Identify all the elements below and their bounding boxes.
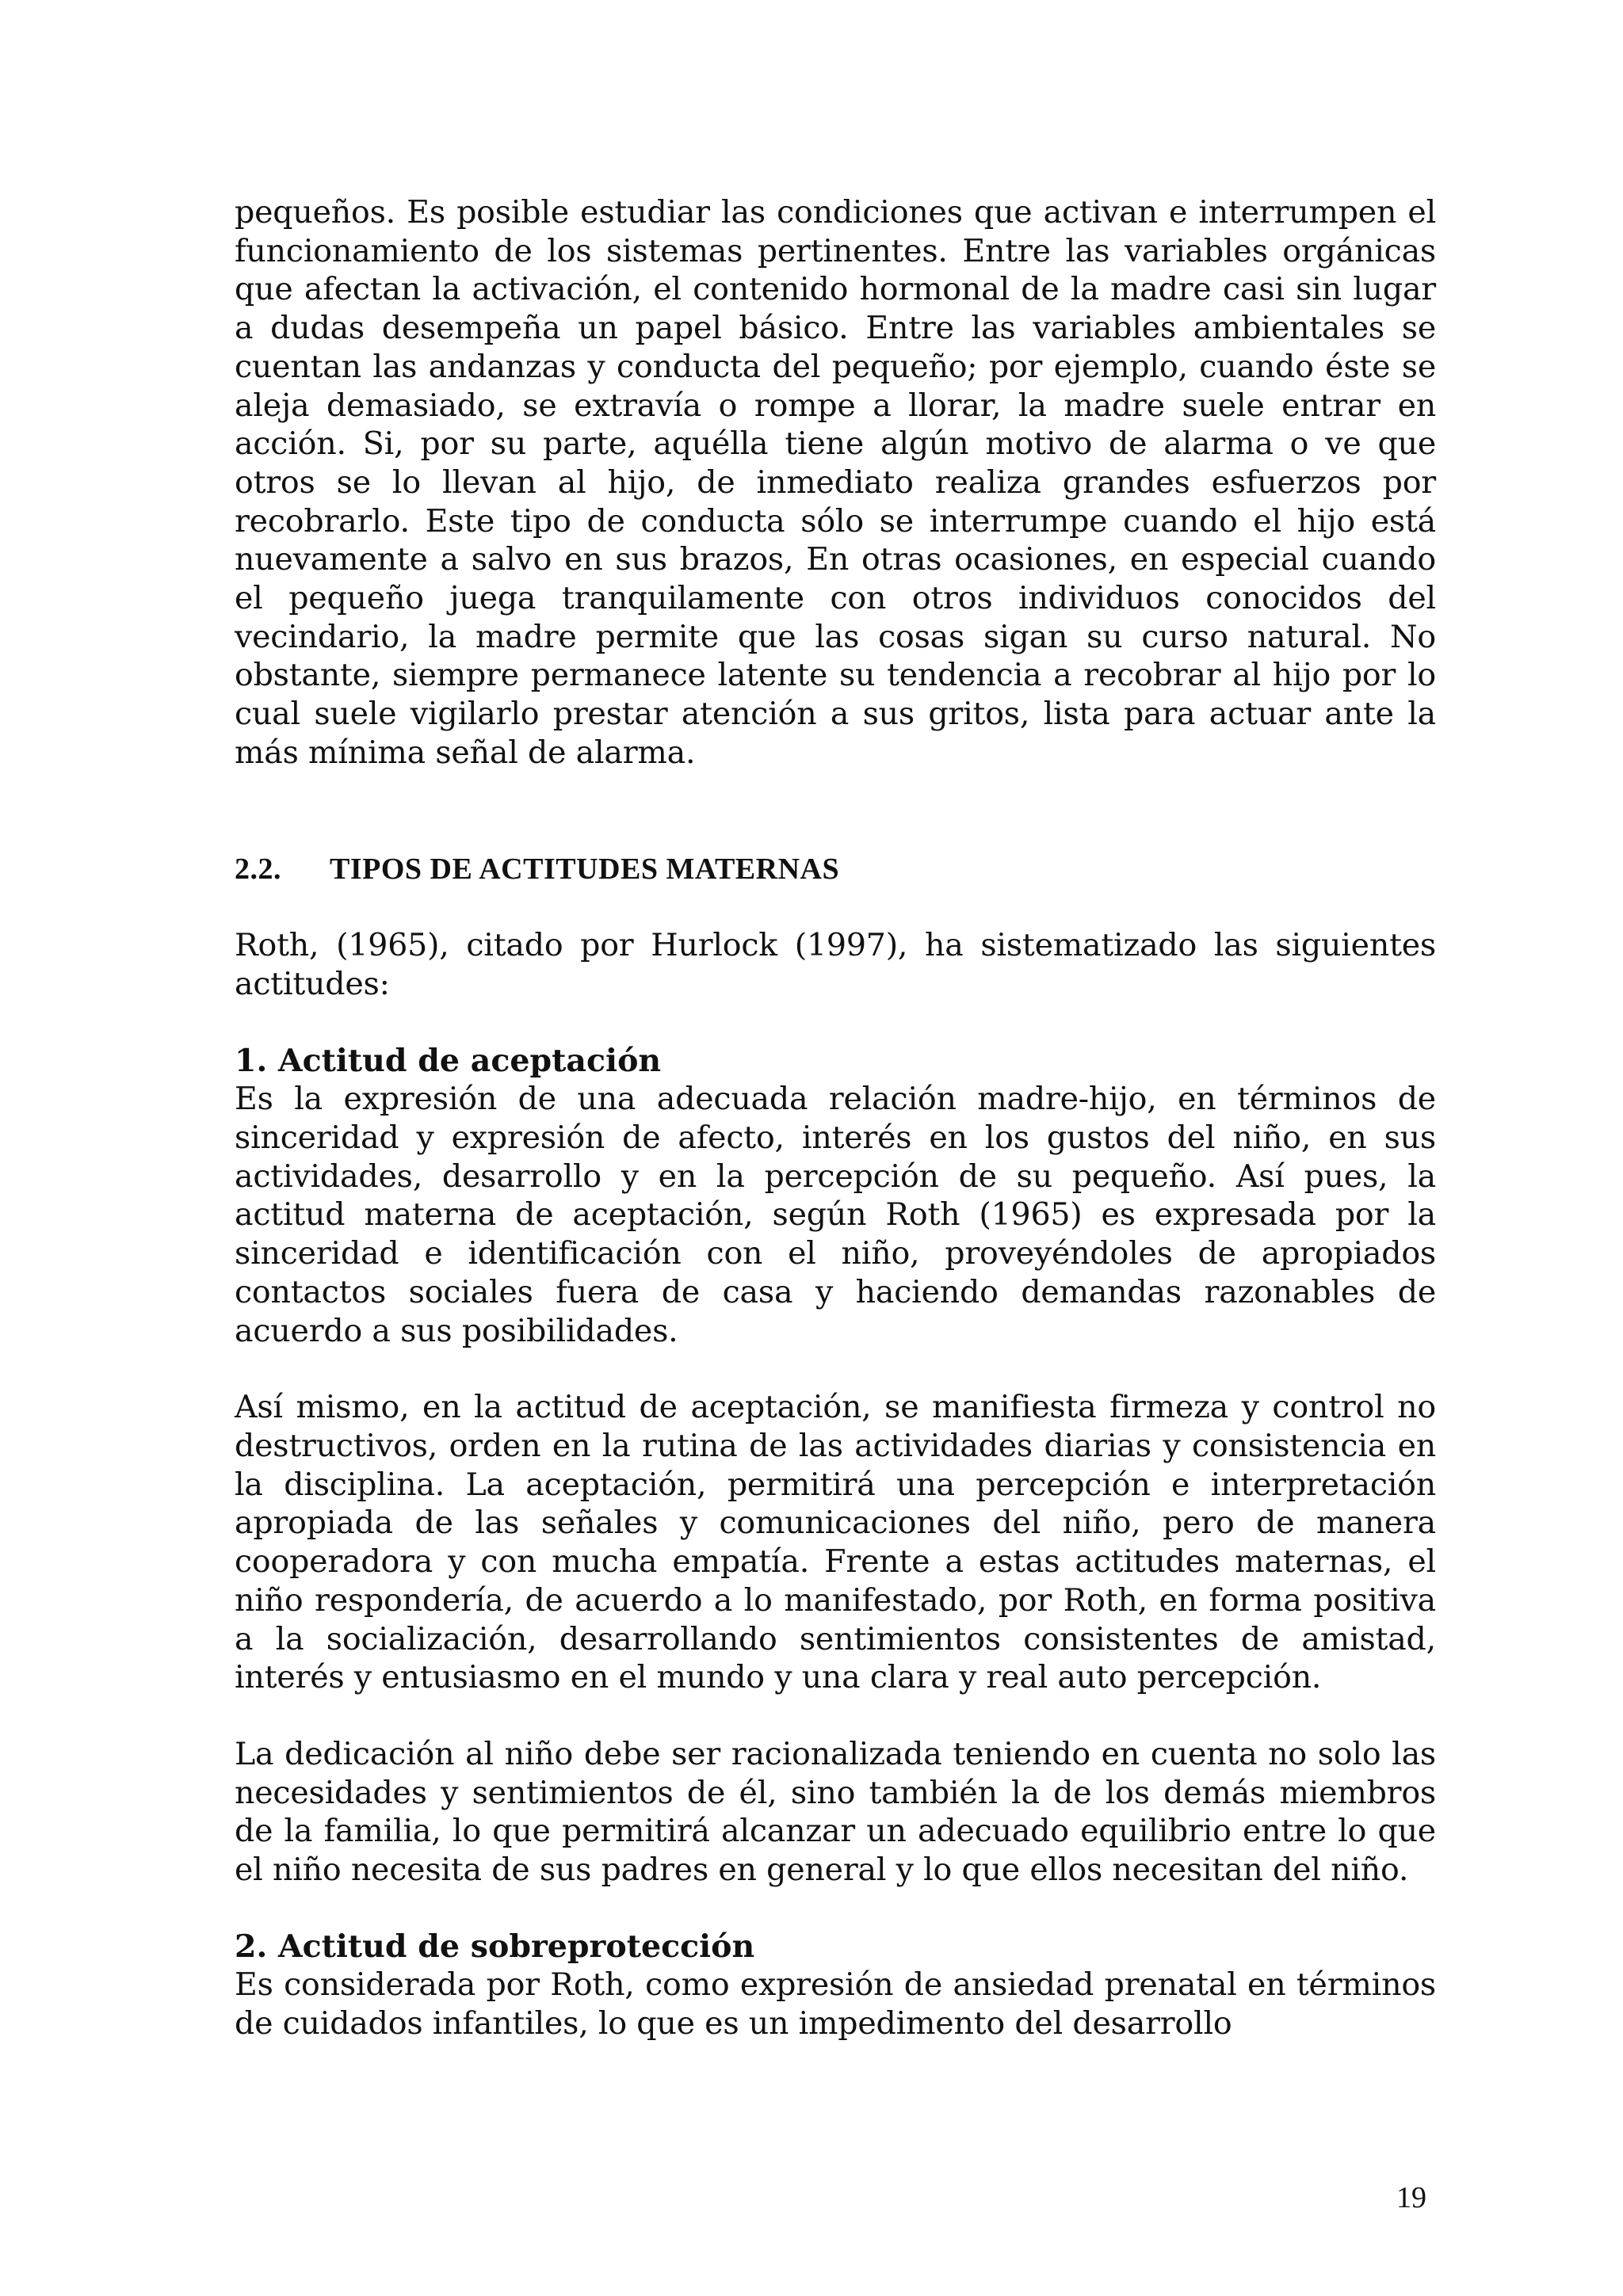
intro-paragraph: pequeños. Es posible estudiar las condiciones que activan e interrumpen el funcionamiento de los sistemas pertinentes. Entre las variables orgánicas que afectan la activación, el contenido hormonal de la madre casi sin lugar a dudas desempeña un papel básico. Entre las variables ambientales se cuentan las andanzas y conducta del pequeño; por ejemplo, cuando éste se aleja demasiado, se extravía o rompe a llorar, la madre suele entrar en acción. Si, por su parte, aquélla tiene algún motivo de alarma o ve que otros se lo llevan al hijo, de inmediato realiza grandes esfuerzos por recobrarlo. Este tipo de conducta sólo se interrumpe cuando el hijo está nuevamente a salvo en sus brazos, En otras ocasiones, en especial cuando el pequeño juega tranquilamente con otros individuos conocidos del vecindario, la madre permite que las cosas sigan su curso natural. No obstante, siempre permanece latente su tendencia a recobrar al hijo por lo cual suele vigilarlo prestar atención a sus gritos, lista para actuar ante la más mínima señal de alarma.	[235, 194, 1436, 771]
spacer	[235, 1697, 1436, 1735]
spacer	[235, 1350, 1436, 1388]
roth-intro-paragraph: Roth, (1965), citado por Hurlock (1997), ha sistematizado las siguientes actitudes:	[235, 927, 1436, 1002]
page-number: 19	[1396, 2181, 1426, 2214]
aceptacion-paragraph-3: La dedicación al niño debe ser racionalizada teniendo en cuenta no solo las necesidades y sentimientos de él, sino también la de los demás miembros de la familia, lo que permitirá alcanzar un adecuado equilibrio entre lo que el niño necesita de sus padres en general y lo que ellos necesitan del niño.	[235, 1735, 1436, 1889]
section-heading	[235, 850, 1436, 889]
spacer	[235, 1004, 1436, 1042]
heading-sobreproteccion: 2. Actitud de sobreprotección	[235, 1928, 755, 1965]
section-number: 2.2.	[235, 852, 281, 886]
sobreproteccion-paragraph-1: Es considerada por Roth, como expresión de ansiedad prenatal en términos de cuidados infantiles, lo que es un impedimento del desarrollo	[235, 1966, 1436, 2042]
heading-aceptacion: 1. Actitud de aceptación	[235, 1042, 662, 1079]
aceptacion-paragraph-2: Así mismo, en la actitud de aceptación, se manifiesta firmeza y control no destructivos, orden en la rutina de las actividades diarias y consistencia en la disciplina. La aceptación, permitirá una percepción e interpretación apropiada de las señales y comunicaciones del niño, pero de manera cooperadora y con mucha empatía. Frente a estas actitudes maternas, el niño respondería, de acuerdo a lo manifestado, por Roth, en forma positiva a la socialización, desarrollando sentimientos consistentes de amistad, interés y entusiasmo en el mundo y una clara y real auto percepción.	[235, 1389, 1436, 1696]
spacer	[235, 888, 1436, 926]
section-title: TIPOS DE ACTITUDES MATERNAS	[330, 852, 840, 886]
aceptacion-paragraph-1: Es la expresión de una adecuada relación madre-hijo, en términos de sinceridad y expresión de afecto, interés en los gustos del niño, en sus actividades, desarrollo y en la percepción de su pequeño. Así pues, la actitud materna de aceptación, según Roth (1965) es expresada por la sinceridad e identificación con el niño, proveyéndoles de apropiados contactos sociales fuera de casa y haciendo demandas razonables de acuerdo a sus posibilidades.	[235, 1081, 1436, 1349]
spacer	[235, 1890, 1436, 1928]
document-page	[235, 193, 1436, 2043]
spacer	[235, 772, 1436, 850]
